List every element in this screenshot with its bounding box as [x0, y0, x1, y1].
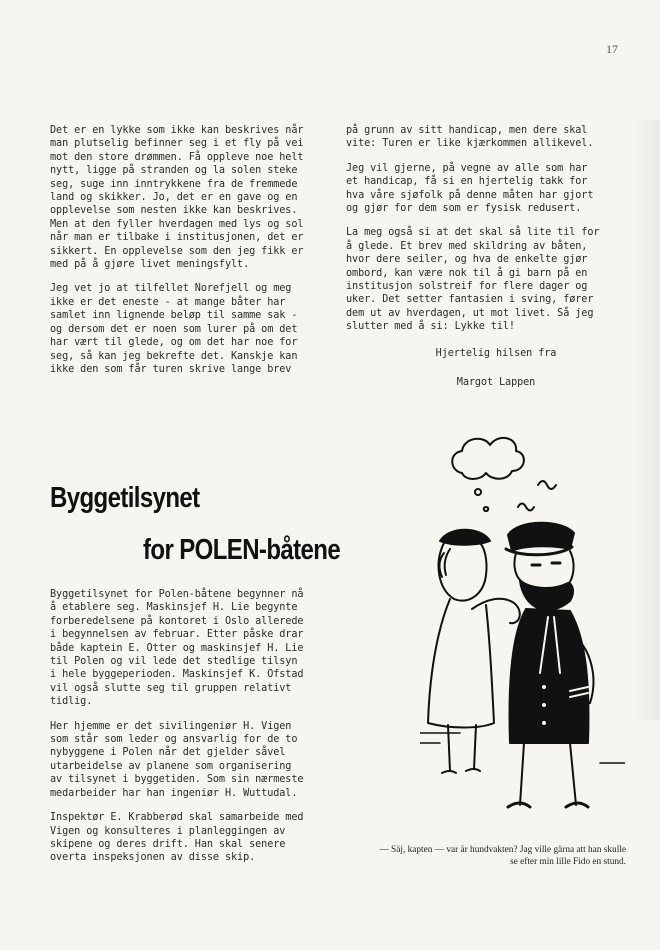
- letter-column-left: [50, 124, 335, 387]
- thought-bubble: [475, 489, 488, 511]
- captain-cap: [508, 523, 574, 551]
- article-paragraph: Inspektør E. Krabberød skal samarbeide med Vigen og konsulteres i planleggingen av skipene og deres drift. Han skal senere overta inspeksjonen av disse skip.: [50, 812, 304, 864]
- captain-eye: [532, 563, 560, 565]
- cartoon-illustration: [420, 433, 625, 828]
- letter-paragraph: La meg også si at det skal så lite til for å glede. Et brev med skildring av båten, hvor dere seiler, og hva de enkelte gjør ombord, kan være nok til å gi barn på en institusjon solstreif for flere dager og uker. Det setter fantasien i sving, fører dem ut av hverdagen, ut mot livet. Så jeg slutter med å si: Lykke til!: [346, 227, 600, 333]
- captain-beard: [520, 581, 573, 610]
- article-paragraph: Her hjemme er det sivilingeniør H. Vigen som står som leder og ansvarlig for de to nybyggene i Polen når det gjelder såvel utarbeidelse av planene som organisering av tilsynet i byggetiden. Som sin nærmeste medarbeider har han ingeniør H. Wuttudal.: [50, 720, 304, 799]
- page-number: 17: [606, 42, 618, 56]
- article-headline-line2: for POLEN-båtene: [143, 534, 341, 567]
- article-headline-line1: Byggetilsynet: [50, 482, 200, 515]
- page-edge-shadow: [634, 120, 660, 720]
- woman-arm: [472, 599, 520, 623]
- woman-hat: [440, 530, 490, 545]
- squiggle: [518, 504, 534, 511]
- woman-shoes: [442, 769, 480, 773]
- captain-coat: [510, 609, 589, 743]
- letter-paragraph: Jeg vet jo at tilfellet Norefjell og meg ikke er det eneste - at mange båter har samlet inn lignende beløp til samme sak - og dersom det er noen som lurer på om det har vært til glede, og om det har noe for seg, så kan jeg bekrefte det. Kanskje kan ikke den som får turen skrive lange brev: [50, 283, 298, 375]
- article-body: [50, 588, 340, 876]
- thought-cloud: [452, 438, 524, 479]
- letter-column-right: [346, 124, 616, 403]
- letter-paragraph: Jeg vil gjerne, på vegne av alle som har et handicap, få si en hjertelig takk for hva våre sjøfolk på denne måten har gjort og gjør for dem som er fysisk redusert.: [346, 162, 594, 215]
- article-paragraph: Byggetilsynet for Polen-båtene begynner nå å etablere seg. Maskinsjef H. Lie begynte forberedelsene på kontoret i Oslo allerede i begynnelsen av februar. Etter påske drar både kaptein E. Otter og maskinsjef H. Lie til Polen og vil lede det stedlige tilsyn i hele byggeperioden. Maskinsjef K. Ofstad vil også slutte seg til gruppen relativt tidlig.: [50, 589, 304, 708]
- woman-legs: [448, 725, 476, 771]
- letter-paragraph: Det er en lykke som ikke kan beskrives når man plutselig befinner seg i et fly på vei mot den store drømmen. Få oppleve noe helt nytt, ligge på stranden og la solen steke seg, suge inn inntrykkene fra de fremmede land og skikker. Jo, det er en gave og en opplevelse som nesten ikke kan beskrives. Men at den fyller hverdagen med lys og sol når man er tilbake i institusjonen, det er sikkert. En opplevelse som den jeg fikk er med på å gjøre livet meningsfylt.: [50, 125, 304, 271]
- cartoon-caption: — Säj, kapten — var är hundvakten? Jag ville gärna att han skulle se efter min lille Fido en stund.: [379, 845, 626, 867]
- letter-paragraph: på grunn av sitt handicap, men dere skal vite: Turen er like kjærkommen allikevel.: [346, 125, 594, 150]
- captain-legs: [520, 743, 576, 805]
- letter-greeting: Hjertelig hilsen fra: [435, 347, 557, 359]
- letter-signature: Margot Lappen: [456, 376, 536, 388]
- captain-face: [514, 551, 573, 585]
- woman-coat: [428, 599, 494, 728]
- squiggle: [538, 481, 556, 489]
